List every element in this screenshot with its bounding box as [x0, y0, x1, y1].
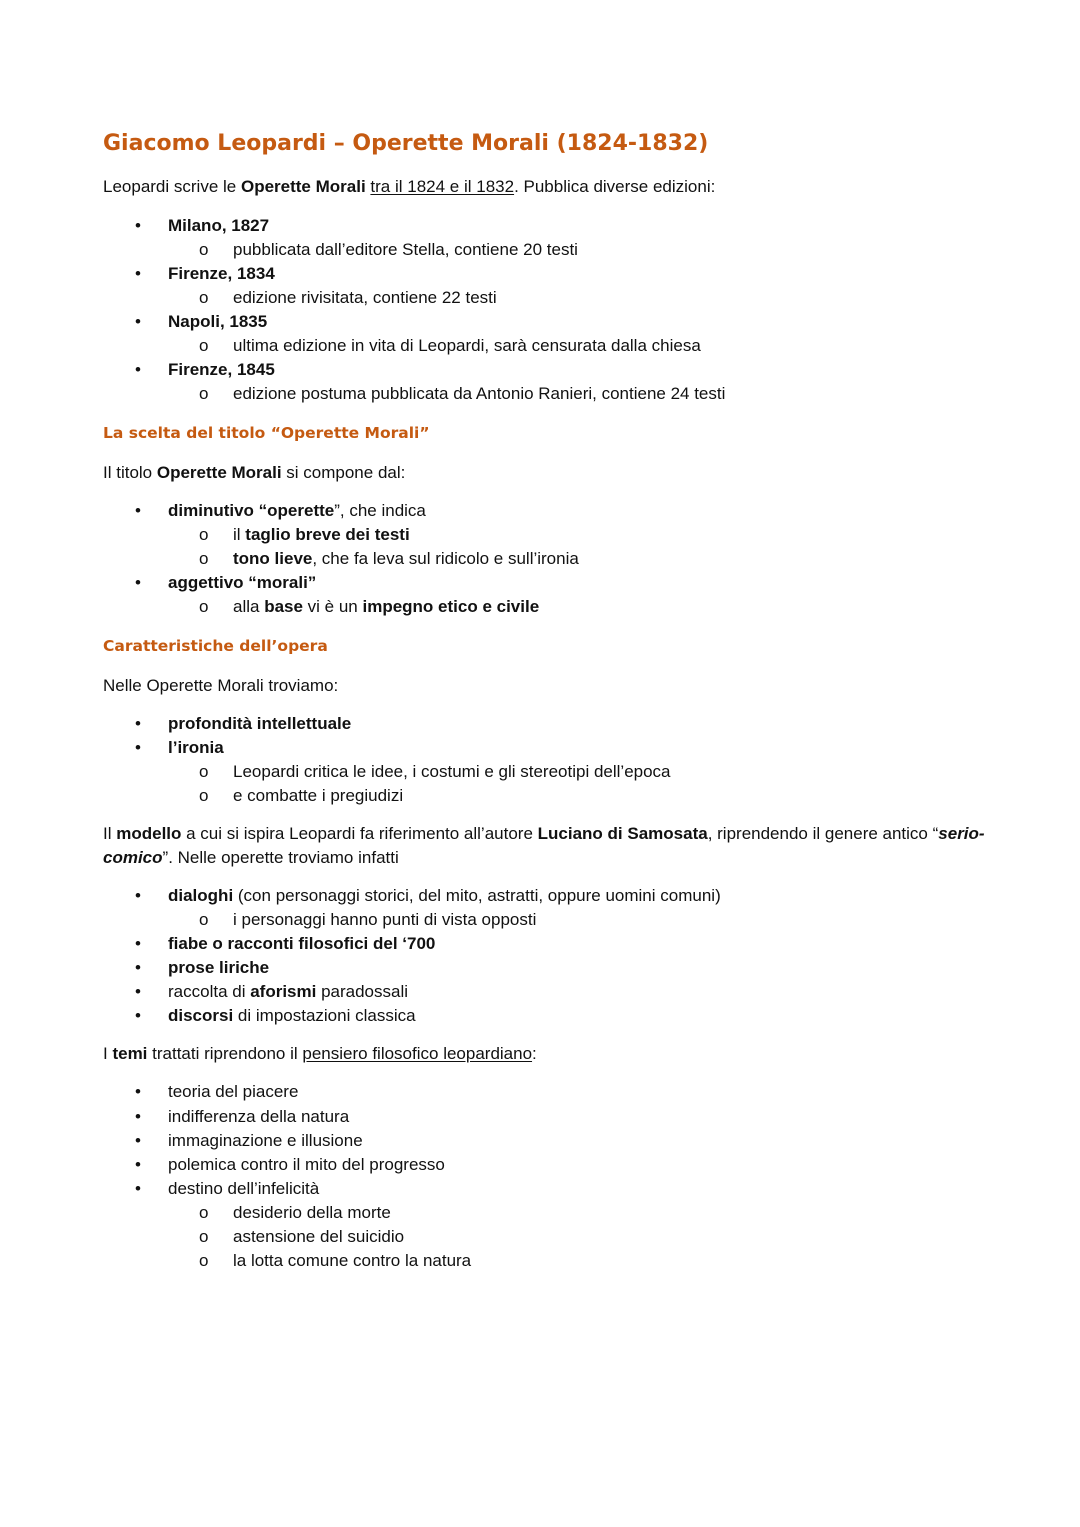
edition-place: Milano, 1827 [168, 216, 270, 235]
bullet-marker: • [135, 1131, 141, 1150]
sub-item: e combatte i pregiudizi [233, 786, 404, 805]
edition-detail: edizione postuma pubblicata da Antonio Ranieri, contiene 24 testi [233, 384, 726, 403]
item-text: raccolta di [168, 982, 251, 1001]
edition-detail: pubblicata dall’editore Stella, contiene 20 testi [233, 240, 578, 259]
edition-place: Firenze, 1845 [168, 360, 275, 379]
circle-marker: o [199, 336, 209, 355]
list-item [168, 1004, 416, 1028]
list-item: fiabe o racconti filosofici del ‘700 [168, 934, 436, 953]
paragraph-bold: Luciano di Samosata [537, 824, 708, 843]
circle-marker: o [199, 1227, 209, 1246]
item-bold: discorsi [168, 1006, 234, 1025]
title-choice-intro [103, 461, 993, 485]
list-item: aggettivo “morali” [168, 573, 317, 592]
item-text: il [233, 525, 246, 544]
theme-item: indifferenza della natura [168, 1107, 350, 1126]
paragraph-text: ”. Nelle operette troviamo infatti [162, 848, 399, 867]
bullet-marker: • [135, 958, 141, 977]
item-text: paradossali [316, 982, 409, 1001]
theme-item: immaginazione e illusione [168, 1131, 363, 1150]
circle-marker: o [199, 1251, 209, 1270]
paragraph-text: a cui si ispira Leopardi fa riferimento all’autore [181, 824, 538, 843]
intro-text: si compone dal: [281, 463, 406, 482]
item-bold: taglio breve dei testi [245, 525, 410, 544]
features-intro: Nelle Operette Morali troviamo: [103, 676, 339, 695]
paragraph-text: , riprendendo il genere antico “ [707, 824, 939, 843]
bullet-marker: • [135, 1107, 141, 1126]
bullet-marker: • [135, 738, 141, 757]
intro-paragraph [103, 175, 993, 199]
intro-bold: Operette Morali [156, 463, 282, 482]
item-text: , che fa leva sul ridicolo e sull’ironia [312, 549, 579, 568]
theme-sub-item: la lotta comune contro la natura [233, 1251, 472, 1270]
item-bold: dialoghi [168, 886, 234, 905]
list-item: prose liriche [168, 958, 270, 977]
item-text: di impostazioni classica [233, 1006, 416, 1025]
paragraph-bold: modello [116, 824, 182, 843]
sub-item [233, 595, 539, 619]
bullet-marker: • [135, 982, 141, 1001]
page-title: Giacomo Leopardi – Operette Morali (1824-1832) [103, 131, 709, 156]
list-item [168, 980, 408, 1004]
bullet-marker: • [135, 1179, 141, 1198]
circle-marker: o [199, 288, 209, 307]
sub-item: i personaggi hanno punti di vista opposti [233, 910, 537, 929]
circle-marker: o [199, 384, 209, 403]
paragraph-bold-italic: serio-comico [103, 824, 985, 867]
theme-sub-item: astensione del suicidio [233, 1227, 405, 1246]
circle-marker: o [199, 597, 209, 616]
circle-marker: o [199, 1203, 209, 1222]
circle-marker: o [199, 240, 209, 259]
paragraph-text: Il [103, 824, 117, 843]
item-bold: aforismi [250, 982, 317, 1001]
item-text: ”, che indica [334, 501, 426, 520]
list-item: profondità intellettuale [168, 714, 352, 733]
list-item [168, 499, 426, 523]
theme-sub-item: desiderio della morte [233, 1203, 391, 1222]
intro-text: Il titolo [103, 463, 157, 482]
list-item [168, 884, 721, 908]
theme-item: teoria del piacere [168, 1082, 299, 1101]
section-heading-title-choice: La scelta del titolo “Operette Morali” [103, 424, 430, 442]
item-bold: diminutivo “operette [168, 501, 335, 520]
edition-detail: edizione rivisitata, contiene 22 testi [233, 288, 497, 307]
item-bold: impegno etico e civile [362, 597, 540, 616]
item-text: vi è un [302, 597, 363, 616]
paragraph-bold: temi [112, 1044, 148, 1063]
bullet-marker: • [135, 934, 141, 953]
bullet-marker: • [135, 1155, 141, 1174]
sub-item: Leopardi critica le idee, i costumi e gli stereotipi dell’epoca [233, 762, 671, 781]
paragraph-text: trattati riprendono il [147, 1044, 303, 1063]
circle-marker: o [199, 549, 209, 568]
bullet-marker: • [135, 501, 141, 520]
bullet-marker: • [135, 360, 141, 379]
model-paragraph [103, 822, 993, 870]
intro-underlined: tra il 1824 e il 1832 [370, 177, 515, 196]
section-heading-features: Caratteristiche dell’opera [103, 637, 328, 655]
paragraph-text: I [103, 1044, 113, 1063]
paragraph-text: : [532, 1044, 537, 1063]
theme-item: polemica contro il mito del progresso [168, 1155, 445, 1174]
circle-marker: o [199, 762, 209, 781]
intro-text: . Pubblica diverse edizioni: [514, 177, 716, 196]
bullet-marker: • [135, 1082, 141, 1101]
intro-bold: Operette Morali [240, 177, 366, 196]
item-text: (con personaggi storici, del mito, astratti, oppure uomini comuni) [233, 886, 721, 905]
edition-place: Napoli, 1835 [168, 312, 268, 331]
themes-paragraph [103, 1042, 993, 1066]
circle-marker: o [199, 786, 209, 805]
item-text: alla [233, 597, 265, 616]
theme-item: destino dell’infelicità [168, 1179, 320, 1198]
sub-item [233, 547, 579, 571]
edition-detail: ultima edizione in vita di Leopardi, sarà censurata dalla chiesa [233, 336, 701, 355]
bullet-marker: • [135, 886, 141, 905]
circle-marker: o [199, 910, 209, 929]
bullet-marker: • [135, 1006, 141, 1025]
list-item: l’ironia [168, 738, 224, 757]
bullet-marker: • [135, 312, 141, 331]
bullet-marker: • [135, 264, 141, 283]
circle-marker: o [199, 525, 209, 544]
bullet-marker: • [135, 714, 141, 733]
edition-place: Firenze, 1834 [168, 264, 275, 283]
item-bold: tono lieve [233, 549, 313, 568]
bullet-marker: • [135, 573, 141, 592]
bullet-marker: • [135, 216, 141, 235]
sub-item [233, 523, 410, 547]
intro-text: Leopardi scrive le [103, 177, 241, 196]
item-bold: base [264, 597, 303, 616]
paragraph-underlined: pensiero filosofico leopardiano [302, 1044, 533, 1063]
